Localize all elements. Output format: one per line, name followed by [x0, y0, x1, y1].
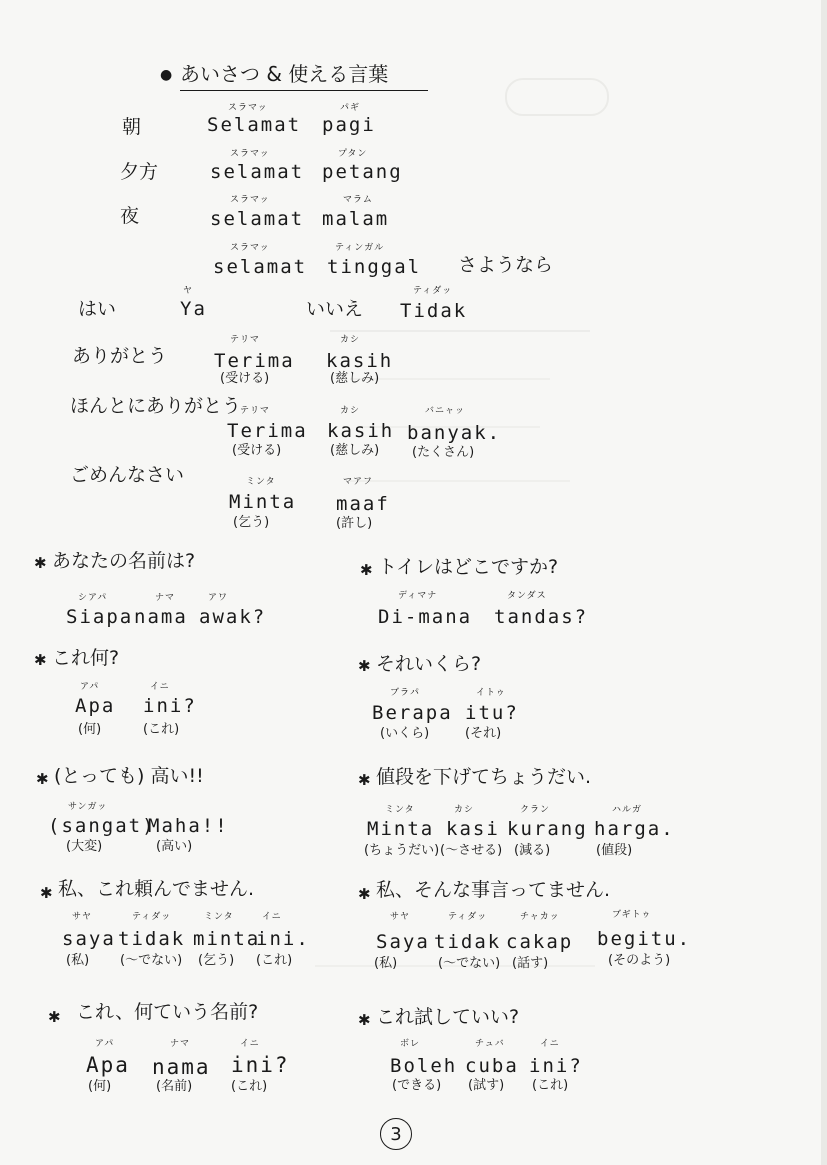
no-furigana: ティダッ: [413, 286, 453, 296]
phrase-word: Boleh: [390, 1055, 458, 1077]
phrase-bullet: ✱: [358, 771, 371, 789]
phrase-gloss: (大変): [66, 839, 103, 854]
phrase-bullet: ✱: [36, 770, 49, 788]
phrase-word: Siapa: [66, 606, 134, 628]
phrase-word: Minta: [367, 818, 435, 840]
phrase-furigana: クラン: [520, 805, 551, 815]
bleed-through-marks: [505, 78, 609, 116]
phrase-gloss: (乞う): [198, 953, 235, 968]
thanks-furigana: カシ: [340, 335, 361, 345]
phrase-furigana: ブギトゥ: [612, 910, 652, 920]
phrase-word: nama: [152, 1055, 211, 1079]
phrase-bullet: ✱: [34, 554, 47, 572]
phrase-furigana: ミンタ: [385, 805, 415, 815]
greeting-label-night: 夜: [120, 205, 140, 227]
phrase-furigana: シアパ: [78, 593, 108, 603]
phrase-gloss: (これ): [256, 953, 293, 968]
page-number: 3: [390, 1124, 402, 1145]
no-label: いいえ: [306, 298, 364, 320]
greeting-label-morning: 朝: [122, 116, 142, 138]
greeting-furigana: スラマッ: [230, 195, 270, 205]
greeting-furigana: プタン: [338, 149, 368, 159]
phrase-word: Apa: [75, 695, 116, 717]
phrase-bullet: ✱: [34, 651, 47, 669]
phrase-word: Saya: [376, 931, 430, 953]
phrase-gloss: (これ): [231, 1079, 268, 1094]
phrase-gloss: (〜でない): [438, 956, 501, 971]
greeting-furigana: マラム: [343, 195, 373, 205]
page-title: あいさつ & 使える言葉: [180, 62, 389, 86]
phrase-furigana: チュバ: [475, 1039, 505, 1049]
phrase-word: Berapa: [372, 702, 453, 724]
phrase-furigana: アワ: [208, 593, 229, 603]
phrase-ja: 値段を下げてちょうだい.: [376, 766, 592, 788]
phrase-bullet: ✱: [48, 1008, 61, 1026]
sorry-furigana: マアフ: [343, 477, 374, 487]
phrase-gloss: (何): [88, 1079, 112, 1094]
thanks-word: Terima: [214, 350, 295, 372]
greeting-furigana: ティンガル: [335, 243, 385, 253]
greeting-word: selamat: [213, 256, 308, 278]
phrase-ja: これ何?: [52, 647, 120, 669]
phrase-word: ini?: [143, 695, 197, 717]
phrase-word: awak?: [199, 606, 267, 628]
thanks-much-furigana: カシ: [340, 406, 361, 416]
greeting-label-goodbye: さようなら: [458, 254, 554, 276]
phrase-word: ini?: [529, 1055, 583, 1077]
title-underline: [180, 90, 428, 91]
phrase-word: cakap: [506, 931, 574, 953]
sorry-furigana: ミンタ: [246, 477, 276, 487]
greeting-word: selamat: [210, 208, 305, 230]
phrase-word: cuba: [465, 1055, 519, 1077]
phrase-word: (sangat): [48, 815, 156, 837]
phrase-word: begitu.: [597, 928, 692, 950]
phrase-word: ini.: [256, 928, 310, 950]
thanks-gloss: (受ける): [220, 371, 270, 386]
phrase-furigana: チャカッ: [520, 912, 560, 922]
phrase-furigana: ミンタ: [204, 912, 234, 922]
phrase-word: ini?: [231, 1053, 290, 1077]
phrase-furigana: アパ: [95, 1039, 115, 1049]
thanks-much-word: banyak.: [407, 422, 502, 444]
greeting-label-evening: 夕方: [120, 161, 159, 183]
phrase-furigana: カシ: [454, 805, 475, 815]
sorry-word: Minta: [229, 491, 297, 513]
phrase-gloss: (名前): [156, 1079, 193, 1094]
greeting-word: Selamat: [207, 114, 302, 136]
yes-label: はい: [78, 298, 117, 320]
greeting-furigana: パギ: [340, 103, 361, 113]
phrase-furigana: サヤ: [390, 912, 411, 922]
phrase-bullet: ✱: [358, 885, 371, 903]
greeting-word: malam: [322, 208, 390, 230]
phrase-gloss: (高い): [156, 839, 193, 854]
phrase-gloss: (これ): [143, 722, 180, 737]
greeting-furigana: スラマッ: [230, 243, 270, 253]
phrase-word: nama: [134, 606, 188, 628]
phrase-word: harga.: [594, 818, 675, 840]
phrase-bullet: ✱: [358, 1011, 371, 1029]
phrase-gloss: (ちょうだい): [364, 843, 440, 858]
greeting-furigana: スラマッ: [230, 149, 270, 159]
thanks-much-word: Terima: [227, 420, 308, 442]
thanks-furigana: テリマ: [230, 335, 260, 345]
phrase-gloss: (試す): [468, 1078, 505, 1093]
phrase-furigana: ボレ: [400, 1039, 421, 1049]
phrase-ja: トイレはどこですか?: [378, 556, 559, 578]
phrase-gloss: (いくら): [380, 726, 430, 741]
phrase-gloss: (値段): [596, 843, 633, 858]
greeting-word: petang: [322, 161, 403, 183]
phrase-bullet: ✱: [358, 657, 371, 675]
phrase-furigana: ディマナ: [398, 591, 438, 601]
phrase-bullet: ✱: [360, 561, 373, 579]
phrase-bullet: ✱: [40, 884, 53, 902]
page-number-circle: [380, 1118, 412, 1150]
phrase-ja: これ、何ていう名前?: [76, 1001, 259, 1023]
phrase-word: Apa: [86, 1053, 130, 1077]
phrase-ja: 私、これ頼んでません.: [58, 878, 255, 900]
greeting-word: selamat: [210, 161, 305, 183]
yes-furigana: ヤ: [183, 286, 194, 296]
phrase-furigana: イニ: [150, 682, 170, 692]
phrase-gloss: (これ): [532, 1078, 569, 1093]
thanks-much-furigana: テリマ: [240, 406, 270, 416]
phrase-gloss: (私): [374, 956, 398, 971]
phrase-gloss: (そのよう): [608, 953, 671, 968]
phrase-furigana: イニ: [240, 1039, 260, 1049]
phrase-word: saya: [62, 928, 116, 950]
phrase-word: Maha!!: [148, 815, 229, 837]
sorry-word: maaf: [336, 493, 390, 515]
phrase-word: itu?: [465, 702, 519, 724]
phrase-furigana: イニ: [262, 912, 282, 922]
greeting-word: tinggal: [327, 256, 422, 278]
greeting-word: pagi: [322, 114, 376, 136]
sorry-gloss: (乞う): [233, 515, 270, 530]
yes-word: Ya: [180, 298, 207, 320]
phrase-gloss: (減る): [514, 843, 551, 858]
phrase-word: minta: [193, 928, 261, 950]
phrase-gloss: (できる): [392, 1078, 442, 1093]
phrase-gloss: (私): [66, 953, 90, 968]
phrase-ja: それいくら?: [376, 653, 482, 675]
phrase-gloss: (それ): [465, 726, 502, 741]
phrase-gloss: (何): [78, 722, 102, 737]
phrase-furigana: ハルガ: [612, 805, 643, 815]
phrase-furigana: ブラパ: [390, 688, 421, 698]
thanks-much-word: kasih: [327, 420, 395, 442]
phrase-furigana: サヤ: [72, 912, 93, 922]
phrase-word: Di-mana: [378, 606, 473, 628]
phrase-furigana: タンダス: [507, 591, 547, 601]
phrase-gloss: (話す): [512, 956, 549, 971]
page-edge-shadow: [821, 0, 827, 1165]
phrase-furigana: サンガッ: [68, 802, 108, 812]
greeting-furigana: スラマッ: [228, 103, 268, 113]
phrase-word: kurang: [507, 818, 588, 840]
thanks-much-gloss: (たくさん): [412, 445, 475, 460]
phrase-furigana: ティダッ: [132, 912, 172, 922]
phrase-furigana: アパ: [80, 682, 100, 692]
title-bullet: ●: [160, 67, 173, 83]
phrase-ja: (とっても) 高い!!: [54, 765, 204, 787]
phrase-ja: 私、そんな事言ってません.: [376, 879, 611, 901]
thanks-label: ありがとう: [72, 345, 168, 367]
phrase-ja: これ試していい?: [376, 1006, 520, 1028]
phrase-word: tidak: [434, 931, 502, 953]
sorry-gloss: (許し): [336, 516, 373, 531]
phrase-word: tandas?: [494, 606, 589, 628]
thanks-much-gloss: (慈しみ): [330, 443, 380, 458]
phrase-furigana: ナマ: [170, 1039, 191, 1049]
phrase-gloss: (〜させる): [440, 843, 503, 858]
no-word: Tidak: [400, 300, 468, 322]
thanks-much-label: ほんとにありがとう: [70, 395, 242, 417]
thanks-much-furigana: バニャッ: [425, 406, 466, 416]
thanks-much-gloss: (受ける): [232, 443, 282, 458]
phrase-gloss: (〜でない): [120, 953, 183, 968]
phrase-word: kasi: [446, 818, 500, 840]
phrase-word: tidak: [118, 928, 186, 950]
phrase-furigana: ティダッ: [448, 912, 488, 922]
sorry-label: ごめんなさい: [70, 464, 185, 486]
thanks-word: kasih: [326, 350, 394, 372]
thanks-gloss: (慈しみ): [330, 371, 380, 386]
phrase-furigana: イトゥ: [476, 688, 506, 698]
phrase-furigana: イニ: [540, 1039, 560, 1049]
phrase-ja: あなたの名前は?: [52, 550, 196, 572]
phrase-furigana: ナマ: [155, 593, 176, 603]
